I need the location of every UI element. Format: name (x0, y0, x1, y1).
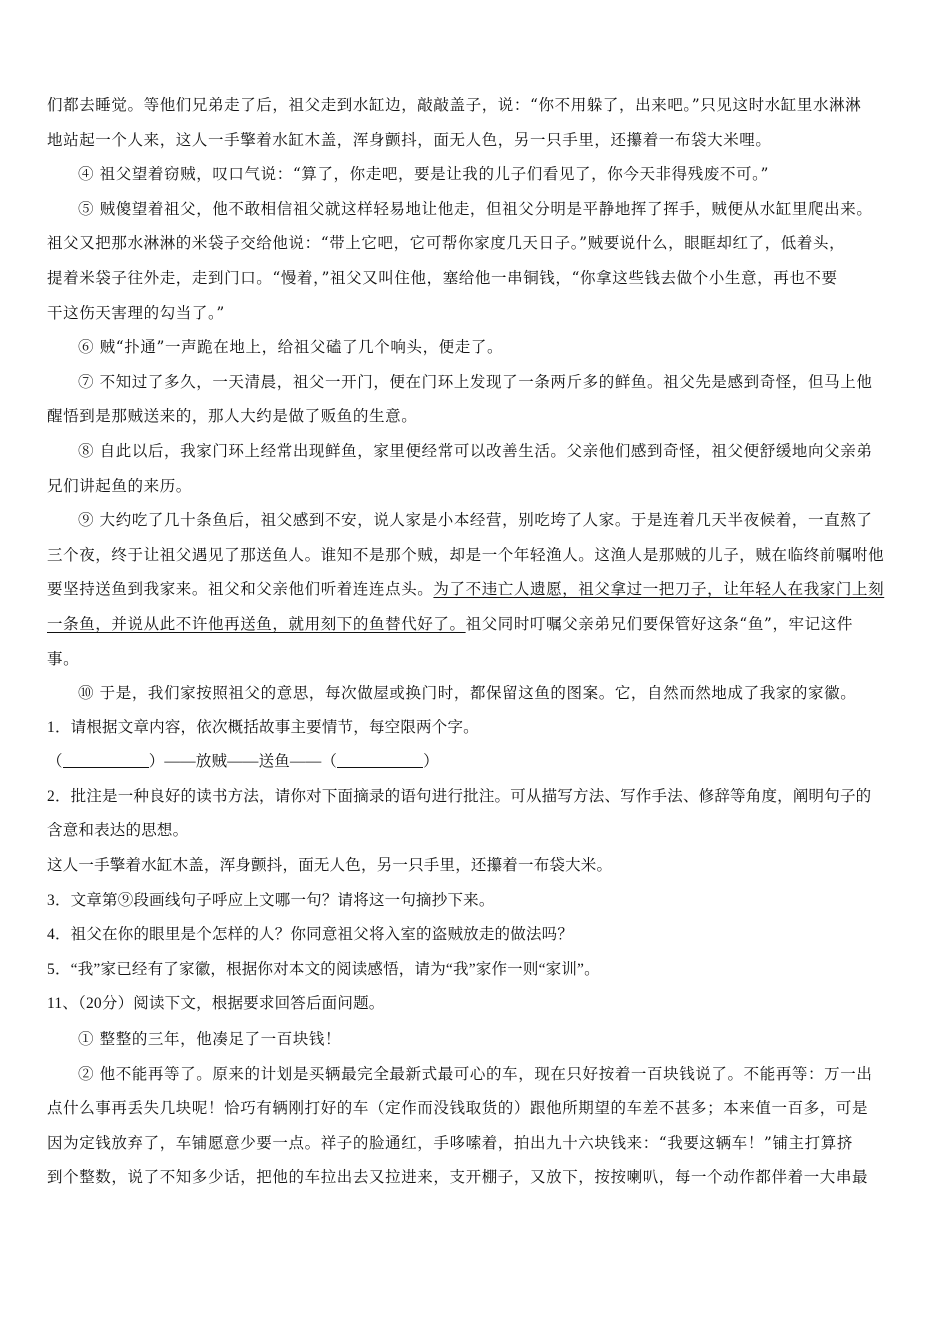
question-1: 1．请根据文章内容，依次概括故事主要情节，每空限两个字。 (47, 718, 479, 736)
document-page (47, 88, 905, 1195)
plain-text: 要坚持送鱼到我家来。祖父和父亲他们听着连连点头。 (47, 580, 434, 599)
passage2-paragraph-2: ② 他不能再等了。原来的计划是买辆最完全最新式最可心的车，现在只好按着一百块钱说了。不能再等：万一出 (78, 1064, 873, 1083)
plain-text: 祖父同时叮嘱父亲弟兄们要保管好这条“鱼”，牢记这件 (465, 614, 853, 633)
passage2-paragraph-1: ① 整整的三年，他凑足了一百块钱！ (78, 1030, 342, 1049)
answer-middle-text: ）——放贼——送鱼——（ (148, 753, 338, 771)
passage-line: 干这伤天害理的勾当了。” (47, 303, 225, 322)
passage-line: 提着米袋子往外走，走到门口。“慢着，”祖父又叫住他，塞给他一串铜钱，“你拿这些钱去做个小生意，再也不要 (47, 268, 838, 287)
question-4: 4．祖父在你的眼里是个怎样的人？你同意祖父将入室的盗贼放走的做法吗？ (47, 926, 574, 944)
question-3: 3．文章第⑨段画线句子呼应上文哪一句？请将这一句摘抄下来。 (47, 891, 495, 909)
passage-line: 三个夜，终于让祖父遇见了那送鱼人。谁知不是那个贼，却是一个年轻渔人。这渔人是那贼的儿子，贼在临终前嘱咐他 (47, 545, 885, 564)
passage-line: 地站起一个人来，这人一手擎着水缸木盖，浑身颤抖，面无人色，另一只手里，还攥着一布袋大米哩。 (47, 130, 772, 149)
paragraph-5: ⑤ 贼傻望着祖父，他不敢相信祖父就这样轻易地让他走，但祖父分明是平静地挥了挥手，贼便从水缸里爬出来。 (78, 199, 873, 218)
question-5: 5．“我”家已经有了家徽，根据你对本文的阅读感悟，请为“我”家作一则“家训”。 (47, 960, 600, 978)
passage-line (47, 607, 905, 642)
underlined-sentence: 为了不违亡人遗愿，祖父拿过一把刀子，让年轻人在我家门上刻 (433, 580, 885, 599)
answer-blank-2[interactable] (337, 751, 423, 768)
paren-close: ） (423, 753, 439, 771)
question-1-answer-row (47, 745, 905, 780)
passage-line: 祖父又把那水淋淋的米袋子交给他说：“带上它吧，它可帮你家度几天日子。”贼要说什么，眼眶却红了，低着头， (47, 234, 846, 253)
passage-line: 点什么事再丢失几块呢！恰巧有辆刚打好的车（定作而没钱取货的）跟他所期望的车差不甚多；本来值一百多，可是 (47, 1099, 869, 1118)
passage-line: 因为定钱放弃了，车铺愿意少要一点。祥子的脸通红，手哆嗦着，拍出九十六块钱来：“我要这辆车！”铺主打算挤 (47, 1133, 853, 1152)
paragraph-10: ⑩ 于是，我们家按照祖父的意思，每次做屋或换门时，都保留这鱼的图案。它，自然而然地成了我家的家徽。 (78, 684, 857, 703)
passage-line: 醒悟到是那贼送来的，那人大约是做了贩鱼的生意。 (47, 407, 418, 426)
question-2: 2．批注是一种良好的读书方法，请你对下面摘录的语句进行批注。可从描写方法、写作手法、修辞等角度，阐明句子的 (47, 787, 872, 805)
answer-blank-1[interactable] (63, 751, 149, 768)
passage-line: 们都去睡觉。等他们兄弟走了后，祖父走到水缸边，敲敲盖子，说：“你不用躲了，出来吧。”只见这时水缸里水淋淋 (47, 96, 862, 114)
paragraph-4: ④ 祖父望着窃贼，叹口气说：“算了，你走吧，要是让我的儿子们看见了，你今天非得残废不可。” (78, 165, 770, 184)
passage-line: 到个整数，说了不知多少话，把他的车拉出去又拉进来，支开棚子，又放下，按按喇叭，每一个动作都伴着一大串最 (47, 1168, 869, 1187)
paragraph-8: ⑧ 自此以后，我家门环上经常出现鲜鱼，家里便经常可以改善生活。父亲他们感到奇怪，祖父便舒缓地向父亲弟 (78, 441, 873, 460)
paragraph-6: ⑥ 贼“扑通”一声跪在地上，给祖父磕了几个响头，便走了。 (78, 338, 504, 357)
question-11: 11、（20分）阅读下文，根据要求回答后面问题。 (47, 995, 385, 1013)
passage-line: 兄们讲起鱼的来历。 (47, 476, 192, 495)
passage-line (47, 572, 905, 607)
paragraph-9: ⑨ 大约吃了几十条鱼后，祖父感到不安，说人家是小本经营，别吃垮了人家。于是连着几天半夜候着，一直熬了 (78, 511, 873, 530)
paren-open: （ (47, 753, 63, 771)
question-2-cont: 含意和表达的思想。 (47, 822, 189, 840)
paragraph-7: ⑦ 不知过了多久，一天清晨，祖父一开门，便在门环上发现了一条两斤多的鲜鱼。祖父先是感到奇怪，但马上他 (78, 372, 873, 391)
underlined-sentence: 一条鱼，并说从此不许他再送鱼，就用刻下的鱼替代好了。 (47, 614, 466, 633)
passage-line: 事。 (47, 649, 80, 668)
question-2-quote: 这人一手擎着水缸木盖，浑身颤抖，面无人色，另一只手里，还攥着一布袋大米。 (47, 857, 613, 875)
